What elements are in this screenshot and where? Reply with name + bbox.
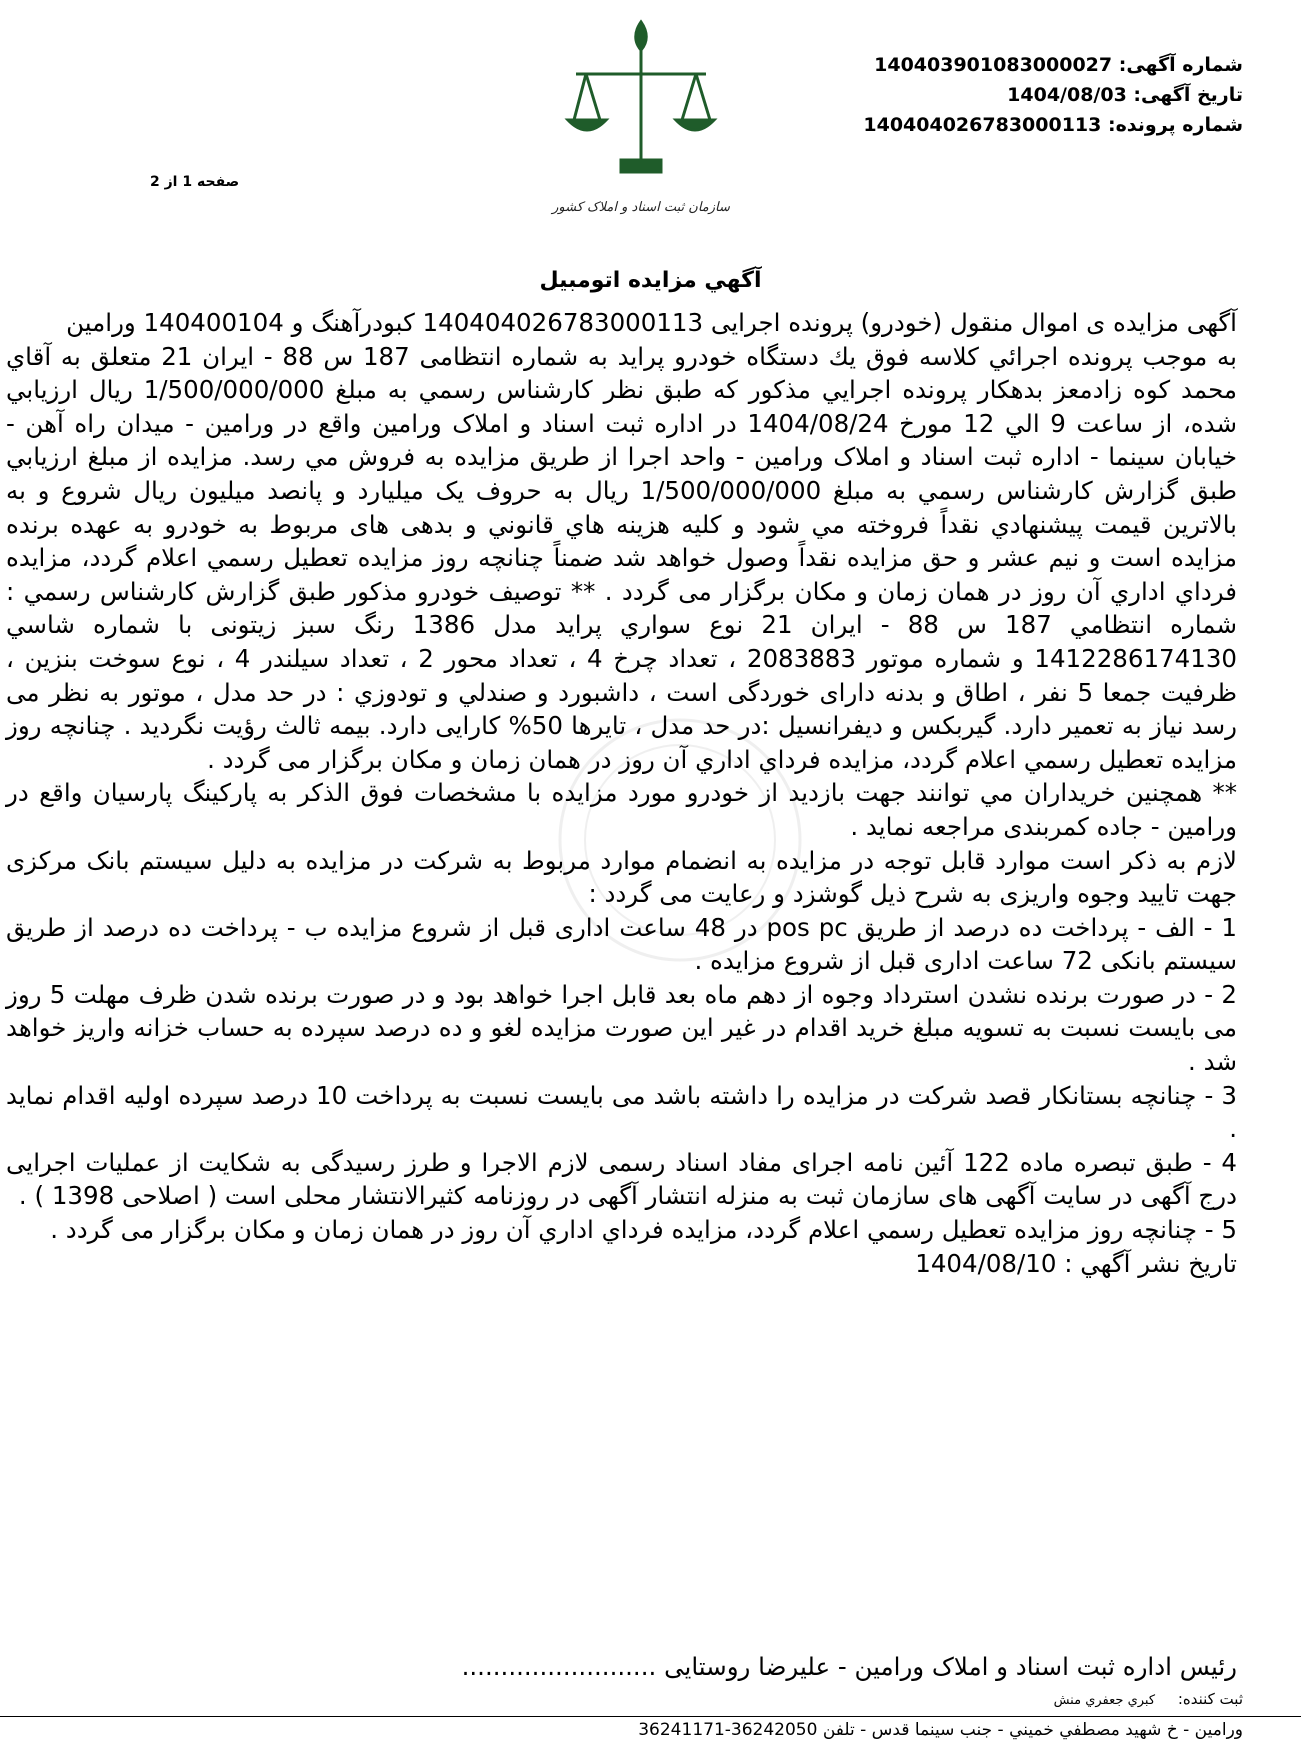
ad-number-label: شماره آگهی: (1118, 54, 1243, 76)
publish-date: تاریخ نشر آگهي : 1404/08/10 (915, 1248, 1237, 1278)
recorder-name: كبري جعفري منش (1053, 1693, 1156, 1708)
paragraph-notes-intro: لازم به ذکر است موارد قابل توجه در مزایده به انضمام موارد مربوط به شرکت در مزایده به دلیل سیستم بانک مرکزی جهت تایید وجوه واریزی به شرح ذیل گوشزد و رعایت می گردد : (6, 845, 1237, 909)
footer-address: ورامين - خ شهيد مصطفي خميني - جنب سينما قدس - تلفن 36242050-36241171 (638, 1720, 1243, 1740)
judiciary-emblem-icon (556, 12, 726, 222)
case-number: 140404026783000113 (863, 114, 1102, 136)
page-title: آگهي مزايده اتومبيل (539, 268, 762, 293)
ad-date: 1404/08/03 (1007, 84, 1127, 106)
emblem-caption: سازمان ثبت اسناد و املاک کشور (552, 200, 730, 215)
ad-meta (863, 50, 1243, 140)
paragraph-main: به موجب پرونده اجرائي كلاسه فوق يك دستگاه خودرو پرايد به شماره انتظامی 187 س 88 - ایران 21 متعلق به آقاي محمد كوه زادمعز بدهكار پرونده اجرايي مذكور كه طبق نظر كارشناس رسمي به مبلغ 1/500/000/000 ريال ارزيابي شده، از ساعت 9 الي 12 مورخ 1404/08/24 در اداره ثبت اسناد و املاک ورامين واقع در ورامين - میدان راه آهن - خیابان سینما - اداره ثبت اسناد و املاک ورامین - واحد اجرا از طريق مزايده به فروش مي رسد. مزايده از مبلغ ارزيابي طبق گزارش كارشناس رسمي به مبلغ 1/500/000/000 ريال به حروف یک میلیارد و پانصد میلیون ریال شروع و به بالاترين قيمت پيشنهادي نقداً فروخته مي شود و كليه هزينه هاي قانوني و بدهی های مربوط به خودرو به عهده برنده مزايده است و نيم عشر و حق مزايده نقداً وصول خواهد شد ضمناً چنانچه روز مزايده تعطيل رسمي اعلام گردد، مزايده فرداي اداري آن روز در همان زمان و مكان برگزار می گردد . ** توصيف خودرو مذكور طبق گزارش كارشناس رسمي : شماره انتظامي 187 س 88 - ایران 21 نوع سواري پرايد مدل 1386 رنگ سبز زيتونی با شماره شاسي 1412286174130 و شماره موتور 2083883 ، تعداد چرخ 4 ، تعداد محور 2 ، تعداد سیلندر 4 ، نوع سوخت بنزين ، ظرفیت جمعا 5 نفر ، اطاق و بدنه دارای خوردگی است ، داشبورد و صندلي و تودوزي : در حد مدل ، موتور به نظر می رسد نیاز به تعمیر دارد. گیربکس و دیفرانسیل :در حد مدل ، تایرها 50% کارایی دارد. بیمه ثالث رؤيت نگرديد . چنانچه روز مزايده تعطيل رسمي اعلام گردد، مزايده فرداي اداري آن روز در همان زمان و مكان برگزار می گردد . (6, 341, 1238, 774)
page-indicator: صفحه 1 از 2 (150, 174, 240, 190)
recorder (1054, 1690, 1243, 1708)
ad-number-row (863, 50, 1243, 80)
ad-number: 140403901083000027 (874, 54, 1113, 76)
ad-body (6, 306, 1237, 1280)
recorder-label: ثبت كننده: (1177, 1690, 1243, 1708)
paragraph-visit: ** همچنين خريداران مي توانند جهت بازديد از خودرو مورد مزايده با مشخصات فوق الذكر به پاركينگ پارسیان واقع در ورامین - جاده کمربندی مراجعه نمايد . (6, 778, 1237, 841)
ad-date-row (863, 80, 1243, 110)
paragraph-item-2: 2 - در صورت برنده نشدن استرداد وجوه از دهم ماه بعد قابل اجرا خواهد بود و در صورت برنده شدن ظرف مهلت 5 روز می بایست نسبت به تسویه مبلغ خرید اقدام در غیر این صورت مزایده لغو و ده درصد سپرده به حساب خزانه واریز خواهد شد . (6, 979, 1237, 1077)
paragraph-item-4: 4 - طبق تبصره ماده 122 آئین نامه اجرای مفاد اسناد رسمی لازم الاجرا و طرز رسیدگی به شکایت از عملیات اجرایی درج آگهی در سایت آگهی های سازمان ثبت به منزله انتشار آگهی در روزنامه کثیرالانتشار محلی است ( اصلاحی 1398 ) . (6, 1147, 1237, 1211)
footer-divider (0, 1716, 1301, 1717)
paragraph-item-3: 3 - چنانچه بستانکار قصد شرکت در مزایده را داشته باشد می بایست نسبت به پرداخت 10 درصد سپرده اولیه اقدام نماید . (6, 1080, 1237, 1144)
signature-line: رئیس اداره ثبت اسناد و املاک ورامین - علیرضا روستایی ......................... (461, 1652, 1237, 1681)
case-number-row (863, 110, 1243, 140)
paragraph-item-1: 1 - الف - پرداخت ده درصد از طریق pos pc در 48 ساعت اداری قبل از شروع مزایده ب - پرداخت ده درصد از طریق سیستم بانکی 72 ساعت اداری قبل از شروع مزایده . (6, 912, 1237, 976)
case-number-label: شماره پرونده: (1107, 114, 1243, 136)
paragraph-intro: آگهی مزایده ی اموال منقول (خودرو) پرونده اجرایی 140404026783000113 کبودرآهنگ و 140400104 ورامین (66, 308, 1237, 337)
ad-date-label: تاریخ آگهی: (1133, 84, 1243, 106)
paragraph-item-5: 5 - چنانچه روز مزايده تعطيل رسمي اعلام گردد، مزايده فرداي اداري آن روز در همان زمان و مكان برگزار می گردد . (50, 1215, 1237, 1245)
